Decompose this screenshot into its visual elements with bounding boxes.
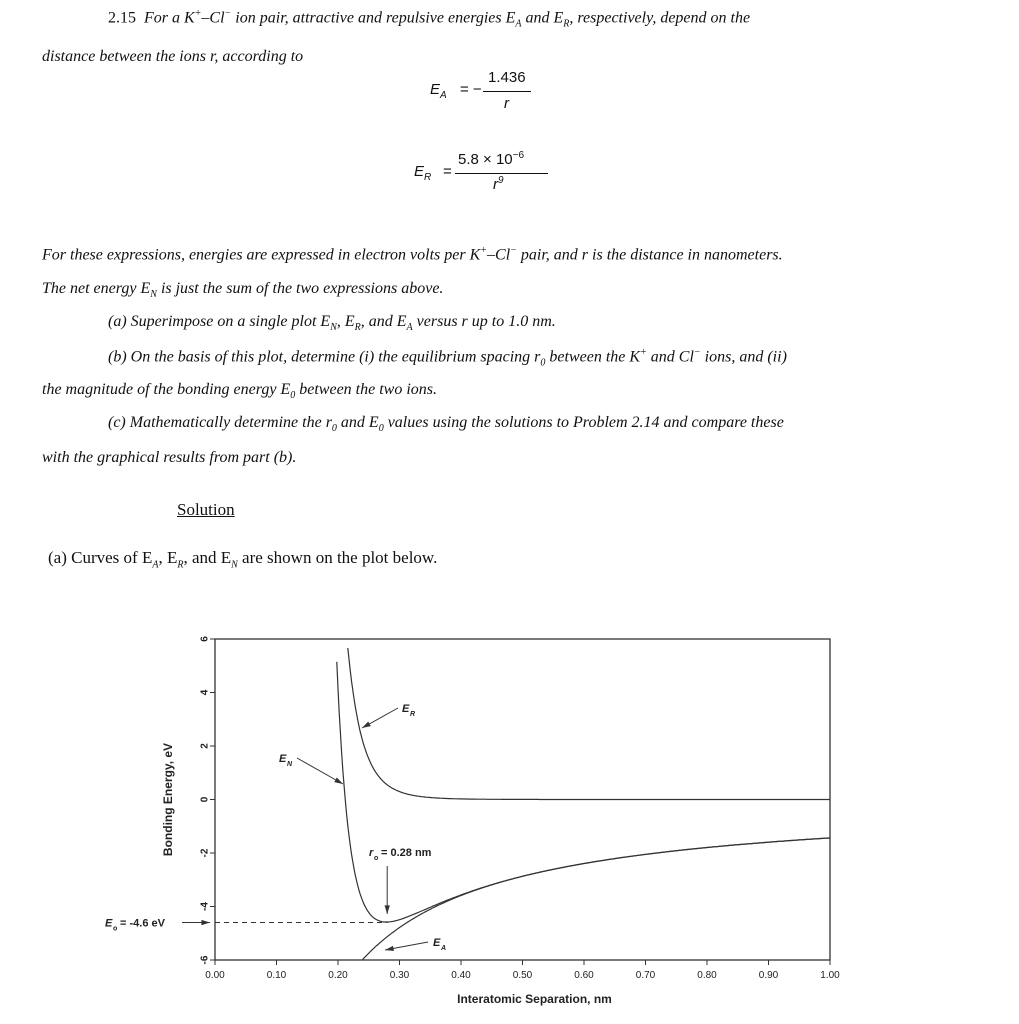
- equation-er-denominator: $r^9$: [493, 175, 504, 193]
- problem-part-c: (c) Mathematically determine the $r_0$ and $E_0$ values using the solutions to Problem 2.14 and compare these: [108, 414, 784, 435]
- problem-part-b-line-2: the magnitude of the bonding energy $E_0$ between the two ions.: [42, 381, 438, 402]
- equation-er-numerator: $5.8 \times 10^{-6}$: [458, 150, 525, 168]
- solution-heading: Solution: [177, 500, 235, 519]
- equation-er-sign: =: [443, 163, 452, 180]
- y-axis-label: Bonding Energy, eV: [161, 742, 175, 857]
- equation-ea-lhs: $E_A$: [430, 81, 447, 101]
- x-tick-label: 0.40: [451, 970, 471, 981]
- r0-label-sub: o: [374, 855, 379, 862]
- e0-value: = -4.6 eV: [120, 917, 165, 930]
- x-tick-label: 0.50: [512, 970, 533, 981]
- y-tick-label: 2: [199, 743, 211, 749]
- y-tick-label: -2: [199, 848, 211, 858]
- problem-paragraph-1: For these expressions, energies are expressed in electron volts per K+–Cl− pair, and r is the distance in nanometers.: [42, 245, 783, 264]
- x-tick-label: 0.00: [205, 970, 225, 981]
- er-label-sub: R: [410, 711, 416, 718]
- x-tick-label: 0.60: [574, 970, 594, 981]
- r0-arrow-head: [385, 905, 390, 914]
- ea-label: E: [433, 937, 441, 949]
- x-tick-label: 0.80: [697, 970, 717, 981]
- equation-er-lhs: $E_R$: [414, 163, 432, 183]
- en-arrow-head: [334, 777, 343, 784]
- er-arrow-head: [362, 721, 371, 728]
- x-tick-label: 1.00: [820, 970, 840, 981]
- e0-label-sub: o: [113, 925, 118, 933]
- solution-part-a: (a) Curves of $E_A$, $E_R$, and $E_N$ are shown on the plot below.: [48, 548, 438, 571]
- en-label-sub: N: [287, 761, 293, 768]
- x-tick-label: 0.30: [389, 970, 410, 981]
- problem-number: 2.15: [108, 9, 136, 27]
- y-tick-label: 0: [199, 796, 211, 803]
- equation-ea-numerator: 1.436: [488, 69, 526, 86]
- r0-label: r: [369, 847, 374, 859]
- problem-line-1: 2.15 For a K+–Cl− ion pair, attractive and repulsive energies $E_A$ and $E_R$, respectively, depend on the: [108, 8, 751, 30]
- y-tick-label: -6: [199, 955, 211, 965]
- y-tick-label: 4: [199, 689, 211, 696]
- y-tick-label: -4: [199, 902, 211, 911]
- x-tick-label: 0.20: [328, 970, 348, 981]
- e0-label: E: [105, 917, 113, 930]
- x-tick-label: 0.90: [758, 970, 779, 981]
- r0-value: = 0.28 nm: [381, 847, 432, 859]
- ea-label-sub: A: [441, 945, 447, 952]
- y-tick-label: 6: [199, 636, 211, 642]
- problem-part-a: (a) Superimpose on a single plot $E_N$, $E_R$, and $E_A$ versus r up to 1.0 nm.: [108, 313, 556, 334]
- problem-part-c-line-2: with the graphical results from part (b).: [42, 449, 297, 466]
- equation-ea-denominator: r: [504, 95, 509, 112]
- problem-part-b: (b) On the basis of this plot, determine (i) the equilibrium spacing $r_0$ between the K+ and Cl− ions, and (ii): [108, 347, 787, 369]
- er-curve: [348, 648, 830, 800]
- problem-line-2: distance between the ions r, according to: [42, 48, 304, 65]
- er-label: E: [402, 703, 410, 715]
- x-tick-label: 0.70: [635, 970, 656, 981]
- equation-ea-sign: = −: [460, 81, 482, 98]
- x-tick-label: 0.10: [266, 970, 287, 981]
- x-axis-label: Interatomic Separation, nm: [457, 992, 612, 1006]
- e0-arrow-head: [201, 920, 210, 925]
- en-curve: [337, 662, 830, 922]
- problem-paragraph-2: The net energy $E_N$ is just the sum of the two expressions above.: [42, 280, 444, 301]
- en-label: E: [279, 753, 287, 765]
